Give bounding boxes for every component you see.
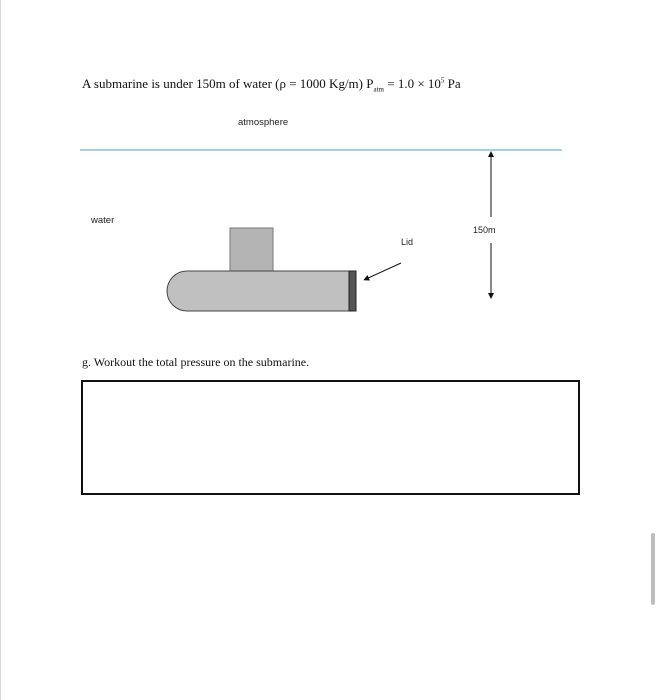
atmosphere-label: atmosphere (238, 117, 289, 128)
scrollbar-thumb[interactable] (651, 533, 655, 605)
problem-equals: = 1.0 × 10 (383, 76, 441, 91)
submarine-hull (167, 271, 350, 311)
water-label: water (91, 215, 115, 226)
atm-subscript: atm (373, 85, 384, 94)
lid-pointer-arrow (366, 263, 401, 279)
depth-label: 150m (473, 225, 496, 235)
problem-unit: Pa (444, 76, 461, 91)
lid-label: Lid (401, 237, 414, 247)
submarine-tower (230, 228, 273, 271)
submarine-lid (349, 271, 356, 311)
exponent: 5 (440, 76, 445, 85)
question-g: g. Workout the total pressure on the submarine. (82, 355, 310, 369)
answer-box[interactable] (81, 380, 580, 495)
problem-intro: A submarine is under 150m of water (ρ = 1000 Kg/m) P (82, 76, 374, 91)
